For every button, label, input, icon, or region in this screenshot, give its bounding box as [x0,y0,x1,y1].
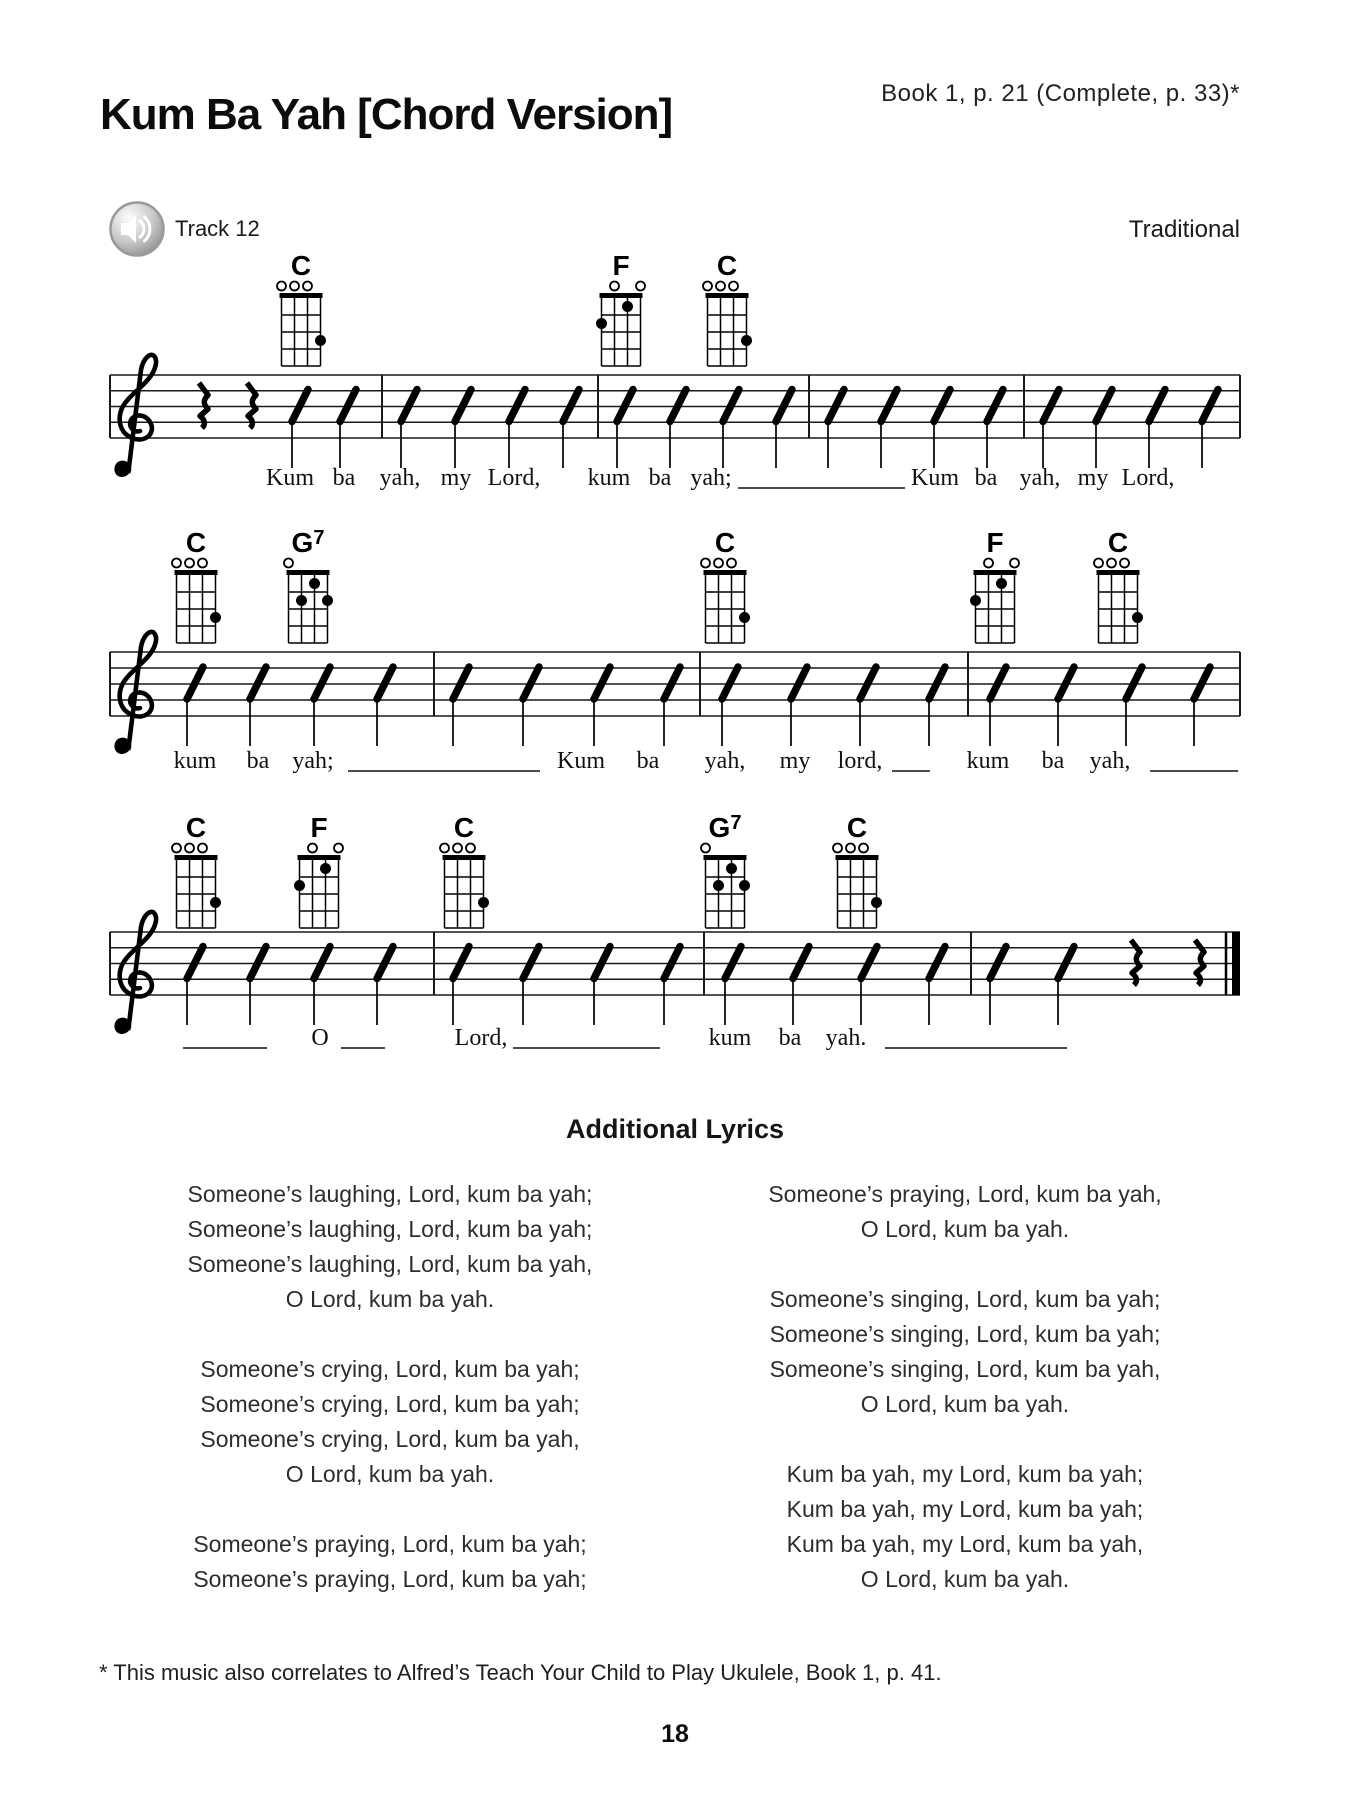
chord-diagram [970,527,1019,643]
lyric-syllable: ba [1041,748,1065,774]
rhythm-slash [1149,390,1165,422]
rhythm-slash [455,390,471,422]
rhythm-slash [990,947,1006,979]
open-string-marker [185,559,194,568]
lyrics-line: Someone’s laughing, Lord, kum ba yah, [187,1251,593,1277]
rhythm-slash [340,390,356,422]
rest-glyph [199,383,208,428]
lyrics-line: O Lord, kum ba yah. [860,1391,1070,1417]
rhythm-slash [929,947,945,979]
open-string-marker [714,559,723,568]
rhythm-slash [187,947,203,979]
rhythm-slash [523,667,539,699]
open-string-marker [701,559,710,568]
finger-dot [970,595,981,606]
finger-dot [478,897,489,908]
lyric-syllable: ba [332,465,356,491]
book-reference: Book 1, p. 21 (Complete, p. 33)* [881,80,1240,107]
rhythm-slash [793,947,809,979]
chord-label: F [986,527,1004,558]
open-string-marker [636,282,645,291]
rhythm-slash [377,947,393,979]
lyrics-line: Someone’s laughing, Lord, kum ba yah; [187,1216,593,1242]
open-string-marker [729,282,738,291]
open-string-marker [198,844,207,853]
lyric-syllable: Kum [557,748,605,774]
lyrics-column-right [685,1177,1245,1632]
finger-dot [713,880,724,891]
lyric-syllable: Lord, [487,465,541,491]
finger-dot [739,880,750,891]
chord-diagram [440,812,489,928]
finger-dot [726,863,737,874]
chord-label: C [185,812,207,843]
rhythm-slash [1058,667,1074,699]
lyric-syllable: ba [648,465,672,491]
lyric-syllable: my [1077,465,1109,491]
rhythm-slash [934,390,950,422]
open-string-marker [701,844,710,853]
chord-nut [1097,570,1140,575]
open-string-marker [172,844,181,853]
open-string-marker [859,844,868,853]
lyrics-line: Someone’s praying, Lord, kum ba yah; [193,1566,587,1592]
open-string-marker [453,844,462,853]
chord-nut [704,570,747,575]
chord-nut [704,855,747,860]
lyrics-stanza [110,1527,670,1597]
lyric-syllable: yah, [379,465,421,491]
rhythm-slash [314,947,330,979]
lyrics-line: O Lord, kum ba yah. [285,1461,495,1487]
finger-dot [315,335,326,346]
open-string-marker [440,844,449,853]
quarter-rest [1131,940,1140,985]
rhythm-slash [723,390,739,422]
finger-dot [1132,612,1143,623]
chord-diagram [284,527,333,643]
lyric-syllable: kum [587,465,631,491]
chord-nut [280,293,323,298]
lyric-syllable: O [311,1025,329,1051]
lyric-syllable: ba [636,748,660,774]
clef-stroke [117,632,156,752]
finger-dot [322,595,333,606]
rhythm-slash [664,667,680,699]
rest-glyph [1195,940,1204,985]
lyric-syllable: Lord, [1121,465,1175,491]
lyrics-column-left [110,1177,670,1632]
open-string-marker [277,282,286,291]
chord-diagram [833,812,882,928]
clef-ball [117,1020,129,1032]
rhythm-slash [453,947,469,979]
quarter-rest [1195,940,1204,985]
chord-label: C [290,250,312,281]
open-string-marker [984,559,993,568]
open-string-marker [727,559,736,568]
clef-stroke [117,355,156,475]
open-string-marker [334,844,343,853]
finger-dot [739,612,750,623]
rhythm-slash [401,390,417,422]
finger-dot [210,897,221,908]
finger-dot [622,301,633,312]
open-string-marker [833,844,842,853]
chord-nut [175,570,218,575]
open-string-marker [185,844,194,853]
rhythm-slash [1043,390,1059,422]
additional-lyrics-section [0,1114,1350,1592]
chord-nut [974,570,1017,575]
rhythm-slash [187,667,203,699]
chord-diagram [596,250,645,366]
lyric-syllable: yah. [825,1025,867,1051]
lyrics-line: O Lord, kum ba yah. [860,1216,1070,1242]
chord-label: C [453,812,475,843]
open-string-marker [290,282,299,291]
rhythm-slash [617,390,633,422]
chord-nut [175,855,218,860]
final-thick-barline [1232,932,1240,995]
lyric-syllable: ba [246,748,270,774]
open-string-marker [1107,559,1116,568]
chord-label: C [716,250,738,281]
open-string-marker [308,844,317,853]
finger-dot [320,863,331,874]
chord-diagram [703,250,752,366]
lyrics-line: O Lord, kum ba yah. [285,1286,495,1312]
lyric-syllable: kum [173,748,217,774]
lyric-syllable: Kum [911,465,959,491]
lyric-syllable: lord, [837,748,883,774]
rhythm-slash [828,390,844,422]
chord-diagram [701,527,750,643]
chord-nut [600,293,643,298]
rhythm-slash [1126,667,1142,699]
chord-nut [706,293,749,298]
chord-diagram [277,250,326,366]
clef-stroke [117,912,156,1032]
chord-nut [443,855,486,860]
open-string-marker [1010,559,1019,568]
rhythm-slash [860,667,876,699]
lyrics-line: O Lord, kum ba yah. [860,1566,1070,1592]
chord-label: C [185,527,207,558]
page-number: 18 [661,1720,689,1748]
finger-dot [741,335,752,346]
open-string-marker [466,844,475,853]
chord-nut [298,855,341,860]
rhythm-slash [929,667,945,699]
lyric-syllable: kum [708,1025,752,1051]
lyrics-stanza [685,1457,1245,1597]
rhythm-slash [861,947,877,979]
treble-clef-icon [117,912,156,1032]
open-string-marker [1094,559,1103,568]
rhythm-slash [250,947,266,979]
finger-dot [294,880,305,891]
lyric-syllable: Kum [266,465,314,491]
finger-dot [996,578,1007,589]
rhythm-slash [881,390,897,422]
open-string-marker [198,559,207,568]
additional-lyrics-heading: Additional Lyrics [565,1114,785,1144]
lyrics-line: Someone’s praying, Lord, kum ba yah; [193,1531,587,1557]
lyric-syllable: ba [974,465,998,491]
lyrics-line: Someone’s laughing, Lord, kum ba yah; [187,1181,593,1207]
open-string-marker [703,282,712,291]
lyrics-line: Someone’s singing, Lord, kum ba yah; [769,1286,1161,1312]
lyrics-line: Someone’s crying, Lord, kum ba yah; [200,1356,580,1382]
rhythm-slash [1202,390,1218,422]
chord-label: C [1107,527,1129,558]
rhythm-slash [594,947,610,979]
rhythm-slash [563,390,579,422]
lyrics-line: Kum ba yah, my Lord, kum ba yah; [786,1461,1144,1487]
chord-label: F [310,812,328,843]
open-string-marker [172,559,181,568]
rhythm-slash [594,667,610,699]
rhythm-slash [664,947,680,979]
rest-glyph [1131,940,1140,985]
lyric-syllable: Lord, [454,1025,508,1051]
rhythm-slash [453,667,469,699]
rhythm-slash [1096,390,1112,422]
rhythm-slash [1194,667,1210,699]
lyric-syllable: yah; [690,465,732,491]
lyrics-line: Kum ba yah, my Lord, kum ba yah, [786,1531,1144,1557]
rest-glyph [247,383,256,428]
finger-dot [309,578,320,589]
chord-diagram [294,812,343,928]
open-string-marker [846,844,855,853]
rhythm-slash [670,390,686,422]
rhythm-slash [523,947,539,979]
rhythm-slash [250,667,266,699]
clef-ball [117,740,129,752]
open-string-marker [610,282,619,291]
rhythm-slash [791,667,807,699]
treble-clef-icon [117,632,156,752]
footnote: * This music also correlates to Alfred’s Teach Your Child to Play Ukulele, Book 1, p. 41. [99,1660,942,1685]
finger-dot [596,318,607,329]
finger-dot [210,612,221,623]
rhythm-slash [987,390,1003,422]
chord-diagram [701,812,750,928]
lyrics-line: Someone’s crying, Lord, kum ba yah, [200,1426,580,1452]
rhythm-slash [725,947,741,979]
chord-nut [836,855,879,860]
chord-label: C [714,527,736,558]
quarter-rest [199,383,208,428]
lyric-syllable: yah; [292,748,334,774]
lyrics-line: Someone’s praying, Lord, kum ba yah, [768,1181,1162,1207]
page-title: Kum Ba Yah [Chord Version] [100,90,673,139]
lyrics-stanza [685,1177,1245,1247]
quarter-rest [247,383,256,428]
track-label: Track 12 [175,216,260,241]
finger-dot [871,897,882,908]
lyrics-line: Someone’s singing, Lord, kum ba yah; [769,1321,1161,1347]
rhythm-slash [776,390,792,422]
lyric-syllable: kum [966,748,1010,774]
chord-label: $G^7$ [291,527,325,558]
lyric-syllable: yah, [1089,748,1131,774]
chord-label: $G^7$ [708,812,742,843]
lyrics-stanza [110,1352,670,1492]
rhythm-slash [1058,947,1074,979]
attribution: Traditional [1128,216,1240,243]
open-string-marker [284,559,293,568]
chord-nut [287,570,330,575]
open-string-marker [1120,559,1129,568]
lyric-syllable: yah, [704,748,746,774]
chord-label: F [612,250,630,281]
lyric-syllable: ba [778,1025,802,1051]
clef-ball [117,463,129,475]
lyric-syllable: my [440,465,472,491]
rhythm-slash [509,390,525,422]
rhythm-slash [990,667,1006,699]
lyrics-stanza [110,1177,670,1317]
chord-diagram [172,527,221,643]
chord-diagram [172,812,221,928]
chord-diagram [1094,527,1143,643]
chord-label: C [846,812,868,843]
rhythm-slash [292,390,308,422]
lyrics-line: Kum ba yah, my Lord, kum ba yah; [786,1496,1144,1522]
lyrics-line: Someone’s crying, Lord, kum ba yah; [200,1391,580,1417]
lyrics-stanza [685,1282,1245,1422]
rhythm-slash [314,667,330,699]
open-string-marker [303,282,312,291]
rhythm-slash [377,667,393,699]
finger-dot [296,595,307,606]
rhythm-slash [722,667,738,699]
lyrics-line: Someone’s singing, Lord, kum ba yah, [769,1356,1161,1382]
lyric-syllable: my [779,748,811,774]
treble-clef-icon [117,355,156,475]
lyric-syllable: yah, [1019,465,1061,491]
open-string-marker [716,282,725,291]
